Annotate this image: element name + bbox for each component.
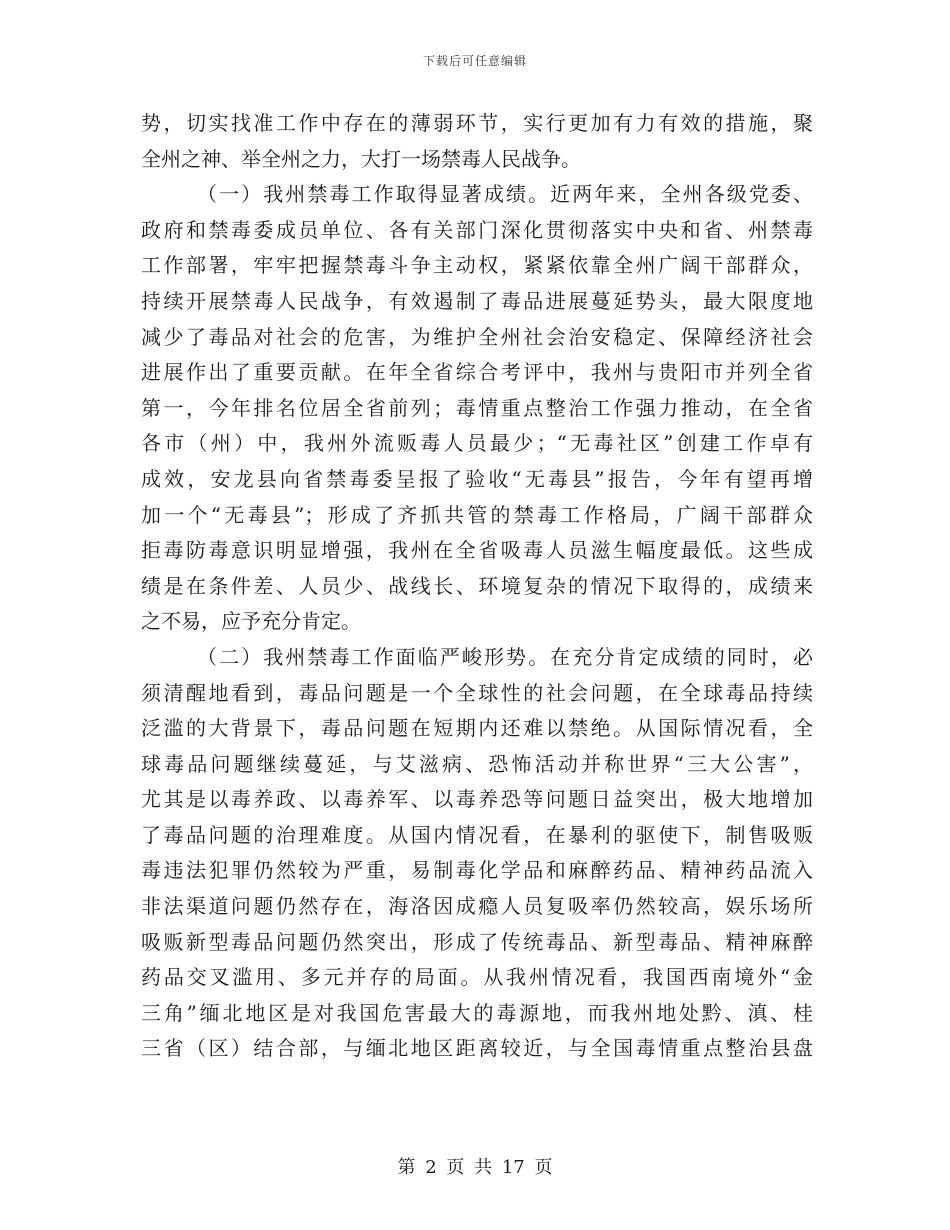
body-line: 势，切实找准工作中存在的薄弱环节，实行更加有力有效的措施，聚: [141, 111, 813, 135]
body-line: 须清醒地看到，毒品问题是一个全球性的社会问题，在全球毒品持续: [141, 680, 813, 705]
body-line: 持续开展禁毒人民战争，有效遏制了毒品进展蔓延势头，最大限度地: [141, 288, 813, 313]
body-line: 绩是在条件差、人员少、战线长、环境复杂的情况下取得的，成绩来: [141, 573, 813, 598]
body-line: 之不易，应予充分肯定。: [141, 609, 361, 634]
page-number: 第 2 页 共 17 页: [397, 1157, 553, 1178]
body-line: 政府和禁毒委成员单位、各有关部门深化贯彻落实中央和省、州禁毒: [141, 217, 813, 242]
body-line: 加一个“无毒县”；形成了齐抓共管的禁毒工作格局，广阔干部群众: [141, 502, 813, 527]
paragraph-heading-line: （二）我州禁毒工作面临严峻形势。在充分肯定成绩的同时，必: [197, 644, 813, 669]
body-line: 减少了毒品对社会的危害，为维护全州社会治安稳定、保障经济社会: [141, 324, 813, 349]
body-line: 药品交叉滥用、多元并存的局面。从我州情况看，我国西南境外“金: [141, 965, 813, 990]
body-line: 三省（区）结合部，与缅北地区距离较近，与全国毒情重点整治县盘: [141, 1036, 813, 1061]
document-body: [141, 106, 813, 1067]
paragraph-heading-line: （一）我州禁毒工作取得显著成绩。近两年来，全州各级党委、: [197, 182, 813, 207]
body-line: 吸贩新型毒品问题仍然突出，形成了传统毒品、新型毒品、精神麻醉: [141, 929, 813, 954]
body-line: 球毒品问题继续蔓延，与艾滋病、恐怖活动并称世界“三大公害”，: [141, 751, 813, 776]
body-line: 成效，安龙县向省禁毒委呈报了验收“无毒县”报告，今年有望再增: [141, 466, 813, 491]
page-header-note: 下载后可任意编辑: [422, 54, 527, 68]
body-line: 拒毒防毒意识明显增强，我州在全省吸毒人员滋生幅度最低。这些成: [141, 538, 813, 563]
body-line: 了毒品问题的治理难度。从国内情况看，在暴利的驱使下，制售吸贩: [141, 822, 813, 847]
body-line: 全州之神、举全州之力，大打一场禁毒人民战争。: [141, 146, 581, 171]
body-line: 三角”缅北地区是对我国危害最大的毒源地，而我州地处黔、滇、桂: [141, 1000, 813, 1025]
body-line: 毒违法犯罪仍然较为严重，易制毒化学品和麻醉药品、精神药品流入: [141, 858, 813, 883]
body-line: 非法渠道问题仍然存在，海洛因成瘾人员复吸率仍然较高，娱乐场所: [141, 894, 813, 919]
body-line: 各市（州）中，我州外流贩毒人员最少；“无毒社区”创建工作卓有: [141, 431, 813, 456]
body-line: 进展作出了重要贡献。在年全省综合考评中，我州与贵阳市并列全省: [141, 360, 813, 385]
body-line: 工作部署，牢牢把握禁毒斗争主动权，紧紧依靠全州广阔干部群众，: [141, 253, 813, 278]
body-line: 泛滥的大背景下，毒品问题在短期内还难以禁绝。从国际情况看，全: [141, 716, 813, 741]
body-line: 第一，今年排名位居全省前列；毒情重点整治工作强力推动，在全省: [141, 395, 813, 420]
body-line: 尤其是以毒养政、以毒养军、以毒养恐等问题日益突出，极大地增加: [141, 787, 813, 812]
